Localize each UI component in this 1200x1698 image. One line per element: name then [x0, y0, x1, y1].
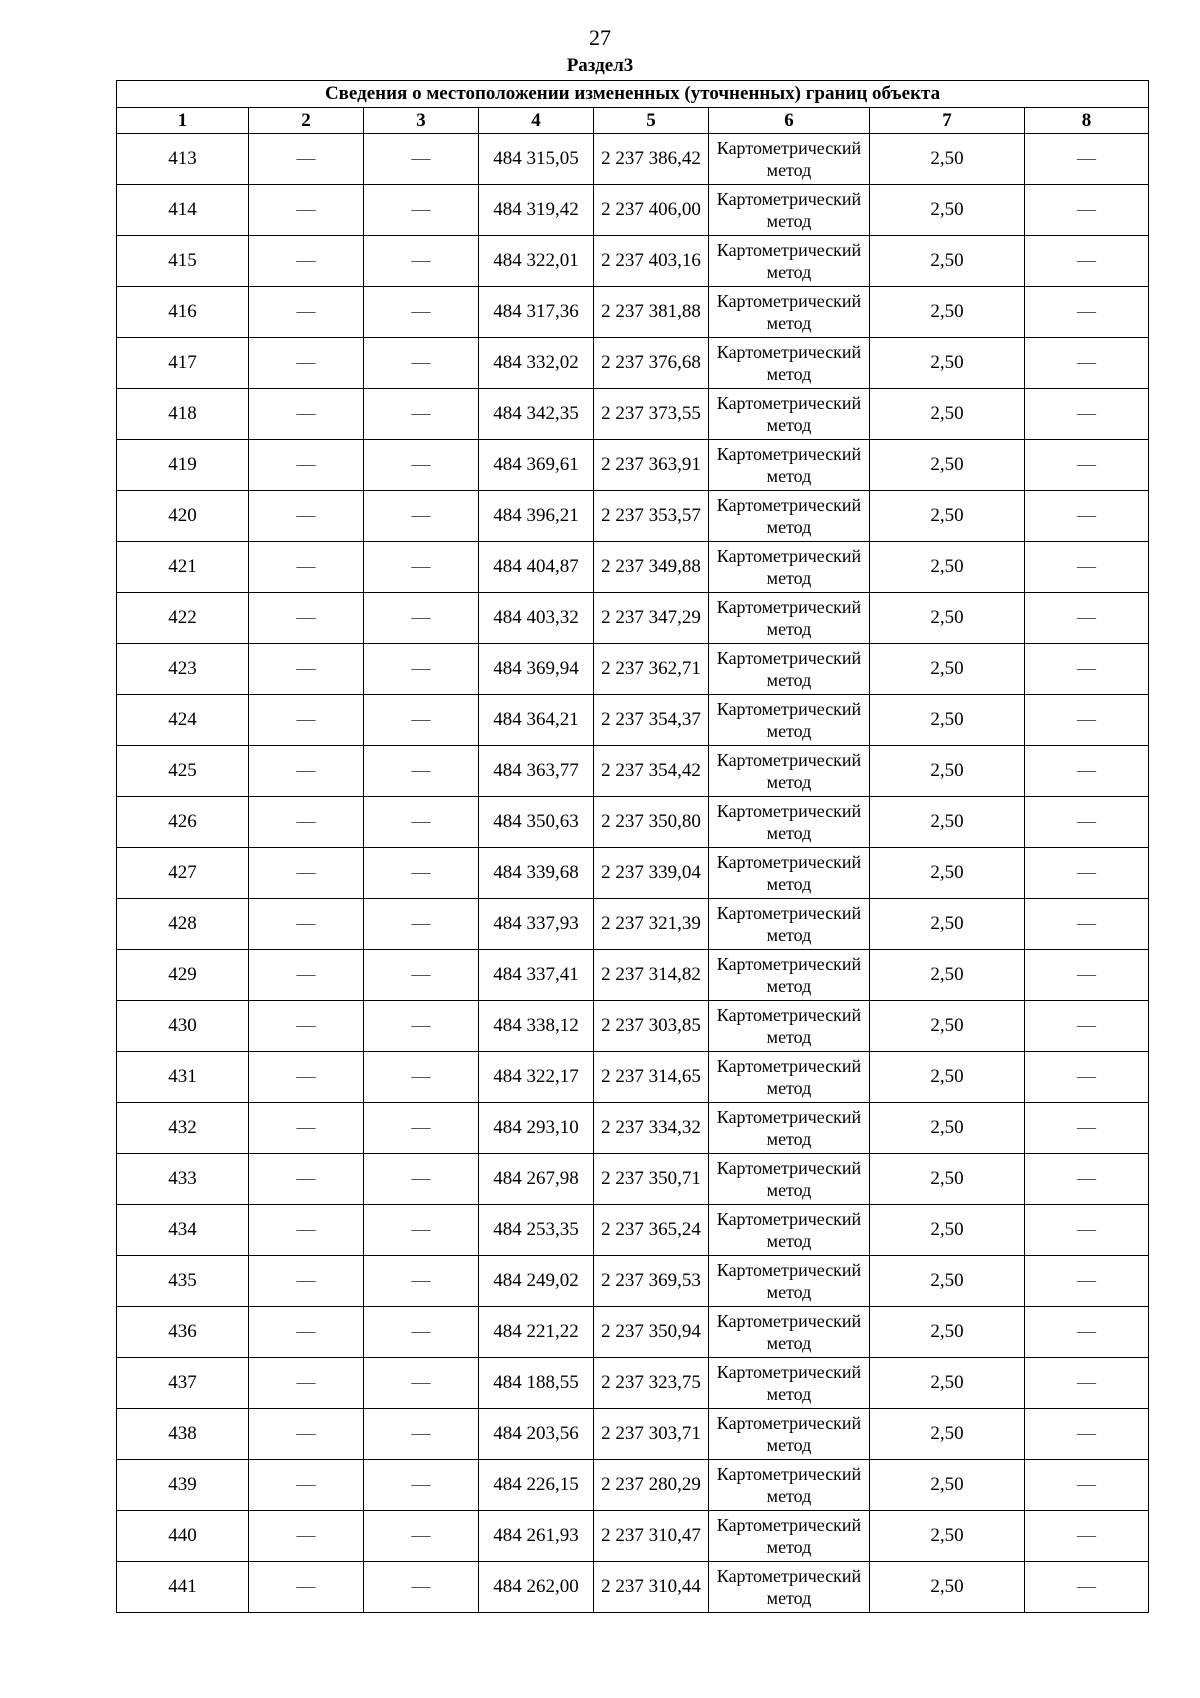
table-row	[117, 1256, 1149, 1307]
x-coordinate-cell: 484 369,61	[479, 440, 594, 491]
table-row	[117, 695, 1149, 746]
x-coordinate-cell: 484 332,02	[479, 338, 594, 389]
table-row	[117, 287, 1149, 338]
y-coordinate-cell: 2 237 314,82	[594, 950, 709, 1001]
y-coordinate-cell: 2 237 350,94	[594, 1307, 709, 1358]
point-number-cell: 432	[117, 1103, 249, 1154]
column-2-cell: —	[249, 1001, 364, 1052]
method-cell: Картометрический метод	[709, 1154, 870, 1205]
accuracy-cell: 2,50	[870, 1205, 1025, 1256]
column-8-cell: —	[1025, 236, 1149, 287]
column-2-cell: —	[249, 1154, 364, 1205]
table-row	[117, 1001, 1149, 1052]
y-coordinate-cell: 2 237 280,29	[594, 1460, 709, 1511]
x-coordinate-cell: 484 337,41	[479, 950, 594, 1001]
column-2-cell: —	[249, 1409, 364, 1460]
accuracy-cell: 2,50	[870, 1511, 1025, 1562]
column-8-cell: —	[1025, 287, 1149, 338]
column-3-cell: —	[364, 848, 479, 899]
x-coordinate-cell: 484 262,00	[479, 1562, 594, 1613]
column-8-cell: —	[1025, 1358, 1149, 1409]
point-number-cell: 417	[117, 338, 249, 389]
x-coordinate-cell: 484 188,55	[479, 1358, 594, 1409]
column-3-cell: —	[364, 1511, 479, 1562]
column-2-cell: —	[249, 950, 364, 1001]
table-row	[117, 1409, 1149, 1460]
column-2-cell: —	[249, 287, 364, 338]
column-8-cell: —	[1025, 746, 1149, 797]
y-coordinate-cell: 2 237 350,80	[594, 797, 709, 848]
column-8-cell: —	[1025, 1103, 1149, 1154]
column-8-cell: —	[1025, 491, 1149, 542]
method-cell: Картометрический метод	[709, 389, 870, 440]
method-cell: Картометрический метод	[709, 1256, 870, 1307]
point-number-cell: 428	[117, 899, 249, 950]
column-8-cell: —	[1025, 644, 1149, 695]
point-number-cell: 424	[117, 695, 249, 746]
y-coordinate-cell: 2 237 354,37	[594, 695, 709, 746]
accuracy-cell: 2,50	[870, 593, 1025, 644]
column-8-cell: —	[1025, 1562, 1149, 1613]
accuracy-cell: 2,50	[870, 542, 1025, 593]
column-2-cell: —	[249, 1256, 364, 1307]
y-coordinate-cell: 2 237 310,47	[594, 1511, 709, 1562]
column-2-cell: —	[249, 1460, 364, 1511]
column-8-cell: —	[1025, 542, 1149, 593]
x-coordinate-cell: 484 322,01	[479, 236, 594, 287]
table-body	[117, 134, 1149, 1613]
table-row	[117, 899, 1149, 950]
column-number-4: 4	[479, 108, 594, 134]
point-number-cell: 438	[117, 1409, 249, 1460]
table-caption: Сведения о местоположении измененных (уточненных) границ объекта	[117, 81, 1149, 108]
column-2-cell: —	[249, 1307, 364, 1358]
accuracy-cell: 2,50	[870, 1358, 1025, 1409]
y-coordinate-cell: 2 237 406,00	[594, 185, 709, 236]
method-cell: Картометрический метод	[709, 1562, 870, 1613]
column-3-cell: —	[364, 899, 479, 950]
y-coordinate-cell: 2 237 314,65	[594, 1052, 709, 1103]
accuracy-cell: 2,50	[870, 287, 1025, 338]
accuracy-cell: 2,50	[870, 338, 1025, 389]
column-3-cell: —	[364, 746, 479, 797]
y-coordinate-cell: 2 237 303,85	[594, 1001, 709, 1052]
accuracy-cell: 2,50	[870, 1001, 1025, 1052]
table-row	[117, 1307, 1149, 1358]
y-coordinate-cell: 2 237 363,91	[594, 440, 709, 491]
column-8-cell: —	[1025, 134, 1149, 185]
column-number-7: 7	[870, 108, 1025, 134]
table-row	[117, 338, 1149, 389]
column-3-cell: —	[364, 1409, 479, 1460]
column-number-row	[117, 108, 1149, 134]
x-coordinate-cell: 484 226,15	[479, 1460, 594, 1511]
column-8-cell: —	[1025, 848, 1149, 899]
column-3-cell: —	[364, 287, 479, 338]
point-number-cell: 416	[117, 287, 249, 338]
column-2-cell: —	[249, 593, 364, 644]
column-3-cell: —	[364, 1358, 479, 1409]
column-2-cell: —	[249, 797, 364, 848]
x-coordinate-cell: 484 203,56	[479, 1409, 594, 1460]
column-3-cell: —	[364, 695, 479, 746]
column-2-cell: —	[249, 185, 364, 236]
column-2-cell: —	[249, 1052, 364, 1103]
x-coordinate-cell: 484 363,77	[479, 746, 594, 797]
page-number: 27	[589, 25, 611, 50]
column-3-cell: —	[364, 797, 479, 848]
table-row	[117, 542, 1149, 593]
coordinates-table	[116, 80, 1149, 1613]
column-8-cell: —	[1025, 1154, 1149, 1205]
column-3-cell: —	[364, 491, 479, 542]
accuracy-cell: 2,50	[870, 1154, 1025, 1205]
table-row	[117, 1460, 1149, 1511]
y-coordinate-cell: 2 237 362,71	[594, 644, 709, 695]
column-3-cell: —	[364, 1256, 479, 1307]
method-cell: Картометрический метод	[709, 848, 870, 899]
point-number-cell: 426	[117, 797, 249, 848]
x-coordinate-cell: 484 322,17	[479, 1052, 594, 1103]
column-3-cell: —	[364, 542, 479, 593]
method-cell: Картометрический метод	[709, 542, 870, 593]
column-8-cell: —	[1025, 440, 1149, 491]
column-8-cell: —	[1025, 797, 1149, 848]
table-row	[117, 1358, 1149, 1409]
column-3-cell: —	[364, 1562, 479, 1613]
point-number-cell: 436	[117, 1307, 249, 1358]
column-2-cell: —	[249, 338, 364, 389]
table-row	[117, 1205, 1149, 1256]
accuracy-cell: 2,50	[870, 1409, 1025, 1460]
x-coordinate-cell: 484 319,42	[479, 185, 594, 236]
accuracy-cell: 2,50	[870, 950, 1025, 1001]
accuracy-cell: 2,50	[870, 389, 1025, 440]
x-coordinate-cell: 484 364,21	[479, 695, 594, 746]
method-cell: Картометрический метод	[709, 746, 870, 797]
accuracy-cell: 2,50	[870, 797, 1025, 848]
point-number-cell: 419	[117, 440, 249, 491]
point-number-cell: 421	[117, 542, 249, 593]
point-number-cell: 429	[117, 950, 249, 1001]
column-3-cell: —	[364, 1460, 479, 1511]
column-2-cell: —	[249, 1511, 364, 1562]
method-cell: Картометрический метод	[709, 338, 870, 389]
table-row	[117, 644, 1149, 695]
point-number-cell: 414	[117, 185, 249, 236]
column-3-cell: —	[364, 950, 479, 1001]
column-2-cell: —	[249, 644, 364, 695]
column-2-cell: —	[249, 389, 364, 440]
accuracy-cell: 2,50	[870, 1562, 1025, 1613]
x-coordinate-cell: 484 404,87	[479, 542, 594, 593]
x-coordinate-cell: 484 396,21	[479, 491, 594, 542]
column-2-cell: —	[249, 134, 364, 185]
table-row	[117, 389, 1149, 440]
column-8-cell: —	[1025, 185, 1149, 236]
column-8-cell: —	[1025, 593, 1149, 644]
column-8-cell: —	[1025, 1256, 1149, 1307]
column-3-cell: —	[364, 1052, 479, 1103]
method-cell: Картометрический метод	[709, 899, 870, 950]
table-row	[117, 491, 1149, 542]
column-2-cell: —	[249, 1103, 364, 1154]
table-row	[117, 1511, 1149, 1562]
section-title: Раздел3	[566, 55, 634, 76]
column-3-cell: —	[364, 389, 479, 440]
point-number-cell: 425	[117, 746, 249, 797]
method-cell: Картометрический метод	[709, 440, 870, 491]
table-row	[117, 185, 1149, 236]
y-coordinate-cell: 2 237 403,16	[594, 236, 709, 287]
column-number-2: 2	[249, 108, 364, 134]
column-3-cell: —	[364, 644, 479, 695]
y-coordinate-cell: 2 237 354,42	[594, 746, 709, 797]
table-row	[117, 593, 1149, 644]
accuracy-cell: 2,50	[870, 440, 1025, 491]
column-2-cell: —	[249, 542, 364, 593]
table-row	[117, 797, 1149, 848]
column-2-cell: —	[249, 1562, 364, 1613]
column-3-cell: —	[364, 1154, 479, 1205]
table-row	[117, 1103, 1149, 1154]
accuracy-cell: 2,50	[870, 1256, 1025, 1307]
point-number-cell: 413	[117, 134, 249, 185]
y-coordinate-cell: 2 237 373,55	[594, 389, 709, 440]
point-number-cell: 433	[117, 1154, 249, 1205]
accuracy-cell: 2,50	[870, 1103, 1025, 1154]
table-row	[117, 1562, 1149, 1613]
column-2-cell: —	[249, 236, 364, 287]
column-number-8: 8	[1025, 108, 1149, 134]
table-row	[117, 746, 1149, 797]
table-row	[117, 1154, 1149, 1205]
point-number-cell: 427	[117, 848, 249, 899]
column-3-cell: —	[364, 440, 479, 491]
column-3-cell: —	[364, 1001, 479, 1052]
method-cell: Картометрический метод	[709, 491, 870, 542]
accuracy-cell: 2,50	[870, 185, 1025, 236]
method-cell: Картометрический метод	[709, 593, 870, 644]
y-coordinate-cell: 2 237 347,29	[594, 593, 709, 644]
point-number-cell: 431	[117, 1052, 249, 1103]
y-coordinate-cell: 2 237 310,44	[594, 1562, 709, 1613]
column-8-cell: —	[1025, 389, 1149, 440]
column-number-3: 3	[364, 108, 479, 134]
x-coordinate-cell: 484 337,93	[479, 899, 594, 950]
column-8-cell: —	[1025, 1001, 1149, 1052]
point-number-cell: 437	[117, 1358, 249, 1409]
point-number-cell: 430	[117, 1001, 249, 1052]
method-cell: Картометрический метод	[709, 1409, 870, 1460]
accuracy-cell: 2,50	[870, 236, 1025, 287]
accuracy-cell: 2,50	[870, 1460, 1025, 1511]
y-coordinate-cell: 2 237 353,57	[594, 491, 709, 542]
accuracy-cell: 2,50	[870, 848, 1025, 899]
accuracy-cell: 2,50	[870, 746, 1025, 797]
column-8-cell: —	[1025, 695, 1149, 746]
column-3-cell: —	[364, 236, 479, 287]
table-row	[117, 848, 1149, 899]
method-cell: Картометрический метод	[709, 1358, 870, 1409]
point-number-cell: 439	[117, 1460, 249, 1511]
x-coordinate-cell: 484 403,32	[479, 593, 594, 644]
accuracy-cell: 2,50	[870, 695, 1025, 746]
column-3-cell: —	[364, 593, 479, 644]
x-coordinate-cell: 484 338,12	[479, 1001, 594, 1052]
column-2-cell: —	[249, 440, 364, 491]
method-cell: Картометрический метод	[709, 134, 870, 185]
y-coordinate-cell: 2 237 349,88	[594, 542, 709, 593]
y-coordinate-cell: 2 237 369,53	[594, 1256, 709, 1307]
point-number-cell: 434	[117, 1205, 249, 1256]
table-row	[117, 1052, 1149, 1103]
x-coordinate-cell: 484 342,35	[479, 389, 594, 440]
column-8-cell: —	[1025, 1460, 1149, 1511]
point-number-cell: 420	[117, 491, 249, 542]
table-row	[117, 236, 1149, 287]
accuracy-cell: 2,50	[870, 1052, 1025, 1103]
point-number-cell: 440	[117, 1511, 249, 1562]
method-cell: Картометрический метод	[709, 950, 870, 1001]
method-cell: Картометрический метод	[709, 287, 870, 338]
method-cell: Картометрический метод	[709, 1511, 870, 1562]
y-coordinate-cell: 2 237 303,71	[594, 1409, 709, 1460]
x-coordinate-cell: 484 293,10	[479, 1103, 594, 1154]
column-3-cell: —	[364, 1307, 479, 1358]
column-2-cell: —	[249, 491, 364, 542]
column-2-cell: —	[249, 746, 364, 797]
y-coordinate-cell: 2 237 323,75	[594, 1358, 709, 1409]
y-coordinate-cell: 2 237 365,24	[594, 1205, 709, 1256]
column-number-5: 5	[594, 108, 709, 134]
x-coordinate-cell: 484 221,22	[479, 1307, 594, 1358]
column-3-cell: —	[364, 134, 479, 185]
column-2-cell: —	[249, 899, 364, 950]
column-8-cell: —	[1025, 1307, 1149, 1358]
method-cell: Картометрический метод	[709, 797, 870, 848]
column-3-cell: —	[364, 338, 479, 389]
accuracy-cell: 2,50	[870, 644, 1025, 695]
x-coordinate-cell: 484 315,05	[479, 134, 594, 185]
method-cell: Картометрический метод	[709, 644, 870, 695]
point-number-cell: 415	[117, 236, 249, 287]
x-coordinate-cell: 484 261,93	[479, 1511, 594, 1562]
y-coordinate-cell: 2 237 339,04	[594, 848, 709, 899]
method-cell: Картометрический метод	[709, 236, 870, 287]
table-caption-row	[117, 81, 1149, 108]
point-number-cell: 418	[117, 389, 249, 440]
y-coordinate-cell: 2 237 321,39	[594, 899, 709, 950]
x-coordinate-cell: 484 267,98	[479, 1154, 594, 1205]
column-8-cell: —	[1025, 1511, 1149, 1562]
x-coordinate-cell: 484 249,02	[479, 1256, 594, 1307]
method-cell: Картометрический метод	[709, 1001, 870, 1052]
column-3-cell: —	[364, 1103, 479, 1154]
column-3-cell: —	[364, 185, 479, 236]
column-2-cell: —	[249, 695, 364, 746]
column-8-cell: —	[1025, 338, 1149, 389]
column-2-cell: —	[249, 1205, 364, 1256]
column-3-cell: —	[364, 1205, 479, 1256]
column-number-1: 1	[117, 108, 249, 134]
column-8-cell: —	[1025, 899, 1149, 950]
point-number-cell: 441	[117, 1562, 249, 1613]
accuracy-cell: 2,50	[870, 1307, 1025, 1358]
method-cell: Картометрический метод	[709, 1460, 870, 1511]
accuracy-cell: 2,50	[870, 134, 1025, 185]
method-cell: Картометрический метод	[709, 1205, 870, 1256]
x-coordinate-cell: 484 253,35	[479, 1205, 594, 1256]
column-8-cell: —	[1025, 950, 1149, 1001]
table-row	[117, 950, 1149, 1001]
method-cell: Картометрический метод	[709, 1052, 870, 1103]
table-row	[117, 440, 1149, 491]
y-coordinate-cell: 2 237 381,88	[594, 287, 709, 338]
y-coordinate-cell: 2 237 350,71	[594, 1154, 709, 1205]
y-coordinate-cell: 2 237 334,32	[594, 1103, 709, 1154]
method-cell: Картометрический метод	[709, 1307, 870, 1358]
method-cell: Картометрический метод	[709, 1103, 870, 1154]
method-cell: Картометрический метод	[709, 695, 870, 746]
point-number-cell: 422	[117, 593, 249, 644]
column-8-cell: —	[1025, 1052, 1149, 1103]
y-coordinate-cell: 2 237 386,42	[594, 134, 709, 185]
column-number-6: 6	[709, 108, 870, 134]
table-row	[117, 134, 1149, 185]
x-coordinate-cell: 484 350,63	[479, 797, 594, 848]
x-coordinate-cell: 484 369,94	[479, 644, 594, 695]
column-2-cell: —	[249, 848, 364, 899]
column-2-cell: —	[249, 1358, 364, 1409]
column-8-cell: —	[1025, 1205, 1149, 1256]
x-coordinate-cell: 484 317,36	[479, 287, 594, 338]
point-number-cell: 423	[117, 644, 249, 695]
y-coordinate-cell: 2 237 376,68	[594, 338, 709, 389]
method-cell: Картометрический метод	[709, 185, 870, 236]
point-number-cell: 435	[117, 1256, 249, 1307]
x-coordinate-cell: 484 339,68	[479, 848, 594, 899]
accuracy-cell: 2,50	[870, 899, 1025, 950]
column-8-cell: —	[1025, 1409, 1149, 1460]
accuracy-cell: 2,50	[870, 491, 1025, 542]
